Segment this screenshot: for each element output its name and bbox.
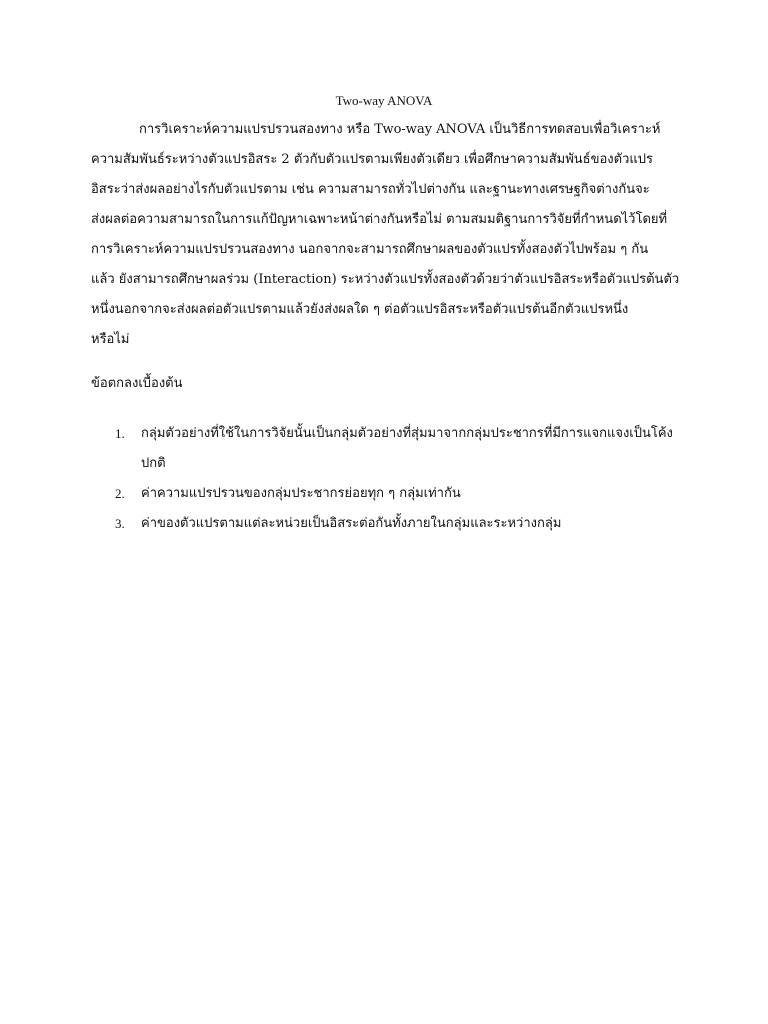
list-item-number: 3.: [115, 516, 125, 531]
paragraph-line: การวิเคราะห์ความแปรปรวนสองทาง นอกจากจะสามารถศึกษาผลของตัวแปรทั้งสองตัวไปพร้อม ๆ กัน: [91, 242, 649, 257]
list-item: [91, 479, 681, 509]
paragraph-line: ความสัมพันธ์ระหว่างตัวแปรอิสระ 2 ตัวกับตัวแปรตามเพียงตัวเดียว เพื่อศึกษาความสัมพันธ์ของตัวแปร: [91, 152, 653, 167]
list-item-number: 2.: [115, 486, 125, 501]
list-item-text: ค่าความแปรปรวนของกลุ่มประชากรย่อยทุก ๆ กลุ่มเท่ากัน: [141, 486, 461, 501]
paragraph-line: การวิเคราะห์ความแปรปรวนสองทาง หรือ Two-way ANOVA เป็นวิธีการทดสอบเพื่อวิเคราะห์: [139, 122, 661, 137]
assumptions-heading: ข้อตกลงเบื้องต้น: [91, 376, 183, 391]
list-item-text: ค่าของตัวแปรตามแต่ละหน่วยเป็นอิสระต่อกันทั้งภายในกลุ่มและระหว่างกลุ่ม: [141, 516, 562, 531]
list-item-number: 1.: [115, 426, 125, 441]
list-item-text: ปกติ: [141, 456, 166, 471]
list-item-text: กลุ่มตัวอย่างที่ใช้ในการวิจัยนั้นเป็นกลุ่มตัวอย่างที่สุ่มมาจากกลุ่มประชากรที่มีการแจกแจงเป็นโค้ง: [141, 426, 673, 441]
paragraph-line: หรือไม่: [91, 332, 130, 347]
paragraph-line: ส่งผลต่อความสามารถในการแก้ปัญหาเฉพาะหน้าต่างกันหรือไม่ ตามสมมติฐานการวิจัยที่กำหนดไว้โดยที่: [91, 212, 668, 227]
paragraph-line: หนึ่งนอกจากจะส่งผลต่อตัวแปรตามแล้วยังส่งผลใด ๆ ต่อตัวแปรอิสระหรือตัวแปรต้นอีกตัวแปรหนึ่ง: [91, 302, 629, 317]
assumptions-list: [91, 419, 681, 539]
intro-paragraph: [91, 115, 681, 355]
list-item: [91, 509, 681, 539]
paragraph-line: แล้ว ยังสามารถศึกษาผลร่วม (Interaction) ระหว่างตัวแปรทั้งสองตัวด้วยว่าตัวแปรอิสระหรือตัวแปรต้นตัว: [91, 272, 680, 287]
document-title: Two-way ANOVA: [335, 93, 433, 108]
paragraph-line: อิสระว่าส่งผลอย่างไรกับตัวแปรตาม เช่น ความสามารถทั่วไปต่างกัน และฐานะทางเศรษฐกิจต่างกันจะ: [91, 182, 650, 197]
list-item: [91, 419, 681, 479]
